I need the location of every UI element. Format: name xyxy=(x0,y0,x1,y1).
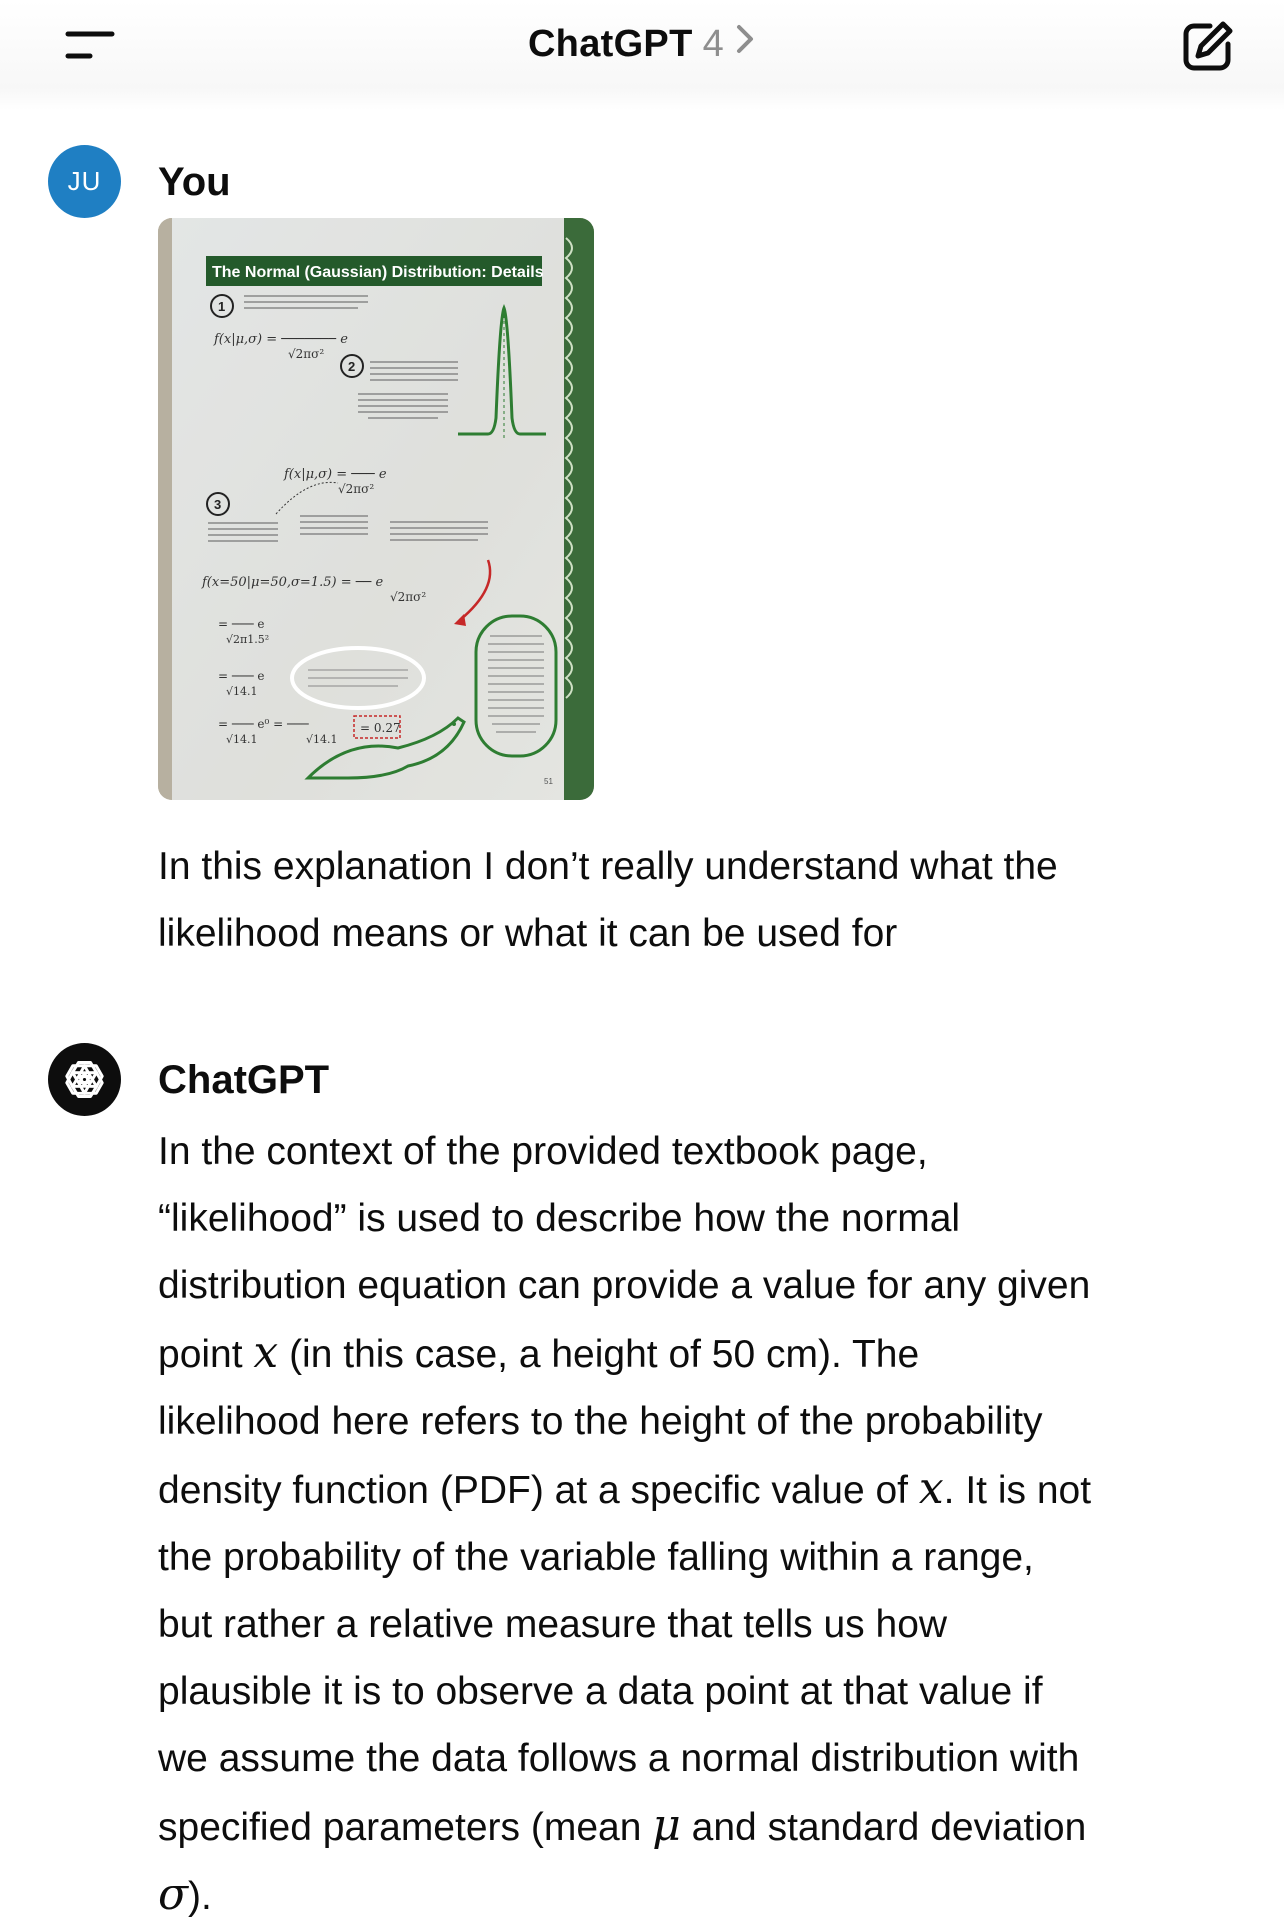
chatgpt-avatar xyxy=(48,1043,121,1116)
svg-text:√2πσ²: √2πσ² xyxy=(390,590,427,604)
user-avatar: JU xyxy=(48,145,121,218)
assistant-message-text xyxy=(158,1118,1268,1930)
svg-text:√14.1: √14.1 xyxy=(306,733,338,746)
compose-icon[interactable] xyxy=(1180,18,1236,74)
svg-text:= ─── e: = ─── e xyxy=(218,669,265,683)
user-author-name: You xyxy=(158,160,231,204)
svg-text:51: 51 xyxy=(544,777,553,786)
svg-text:1: 1 xyxy=(218,299,226,314)
app-title: ChatGPT xyxy=(527,23,693,65)
assistant-author-name: ChatGPT xyxy=(158,1058,330,1102)
answer-text: density function (PDF) at a specific value of xyxy=(158,1469,919,1512)
attached-image[interactable] xyxy=(158,218,594,800)
answer-line: “likelihood” is used to describe how the normal xyxy=(158,1197,961,1240)
answer-text: ). xyxy=(188,1875,212,1918)
chevron-right-icon xyxy=(734,19,756,67)
answer-line xyxy=(158,1792,1268,1861)
svg-text:√14.1: √14.1 xyxy=(226,685,258,698)
svg-text:f(x|μ,σ) = ─────── e: f(x|μ,σ) = ─────── e xyxy=(214,332,348,347)
svg-text:√2π1.5²: √2π1.5² xyxy=(226,633,270,646)
svg-text:2: 2 xyxy=(348,359,356,374)
user-message-line: In this explanation I don’t really understand what the xyxy=(158,845,1058,888)
answer-line: but rather a relative measure that tells us how xyxy=(158,1603,948,1646)
user-message-text xyxy=(158,833,1248,967)
user-message-line: likelihood means or what it can be used for xyxy=(158,912,898,955)
math-symbol: x xyxy=(918,1463,944,1514)
answer-line: In the context of the provided textbook page, xyxy=(158,1130,928,1173)
openai-logo-icon xyxy=(48,1043,121,1116)
model-version: 4 xyxy=(702,23,725,65)
svg-text:f(x=50|μ=50,σ=1.5) = ── e: f(x=50|μ=50,σ=1.5) = ── e xyxy=(202,575,384,590)
svg-text:√14.1: √14.1 xyxy=(226,733,258,746)
svg-text:3: 3 xyxy=(214,497,222,512)
svg-text:= ─── e: = ─── e xyxy=(218,617,265,631)
answer-line xyxy=(158,1319,1268,1388)
answer-text: and standard deviation xyxy=(680,1806,1087,1849)
math-symbol: σ xyxy=(158,1869,189,1920)
svg-text:√2πσ²: √2πσ² xyxy=(338,482,375,496)
answer-text: . It is not xyxy=(943,1469,1092,1512)
math-symbol: μ xyxy=(652,1800,681,1851)
answer-text: specified parameters (mean xyxy=(158,1806,653,1849)
answer-line: plausible it is to observe a data point at that value if xyxy=(158,1670,1043,1713)
image-heading: The Normal (Gaussian) Distribution: Details xyxy=(212,264,544,281)
top-bar xyxy=(0,0,1284,110)
answer-line: we assume the data follows a normal distribution with xyxy=(158,1737,1080,1780)
svg-text:= ─── e⁰ = ───: = ─── e⁰ = ─── xyxy=(218,717,309,731)
math-symbol: x xyxy=(253,1327,279,1378)
answer-text: (in this case, a height of 50 cm). The xyxy=(278,1333,920,1376)
model-selector[interactable] xyxy=(0,20,1284,68)
answer-line xyxy=(158,1861,1268,1930)
svg-text:= 0.27: = 0.27 xyxy=(360,721,401,735)
answer-line: likelihood here refers to the height of the probability xyxy=(158,1400,1043,1443)
svg-text:f(x|μ,σ) = ─── e: f(x|μ,σ) = ─── e xyxy=(284,467,387,482)
answer-line xyxy=(158,1455,1268,1524)
answer-line: the probability of the variable falling within a range, xyxy=(158,1536,1034,1579)
svg-text:√2πσ²: √2πσ² xyxy=(288,347,325,361)
answer-line: distribution equation can provide a value for any given xyxy=(158,1264,1091,1307)
answer-text: point xyxy=(158,1333,254,1376)
new-chat-button[interactable] xyxy=(1180,18,1236,74)
